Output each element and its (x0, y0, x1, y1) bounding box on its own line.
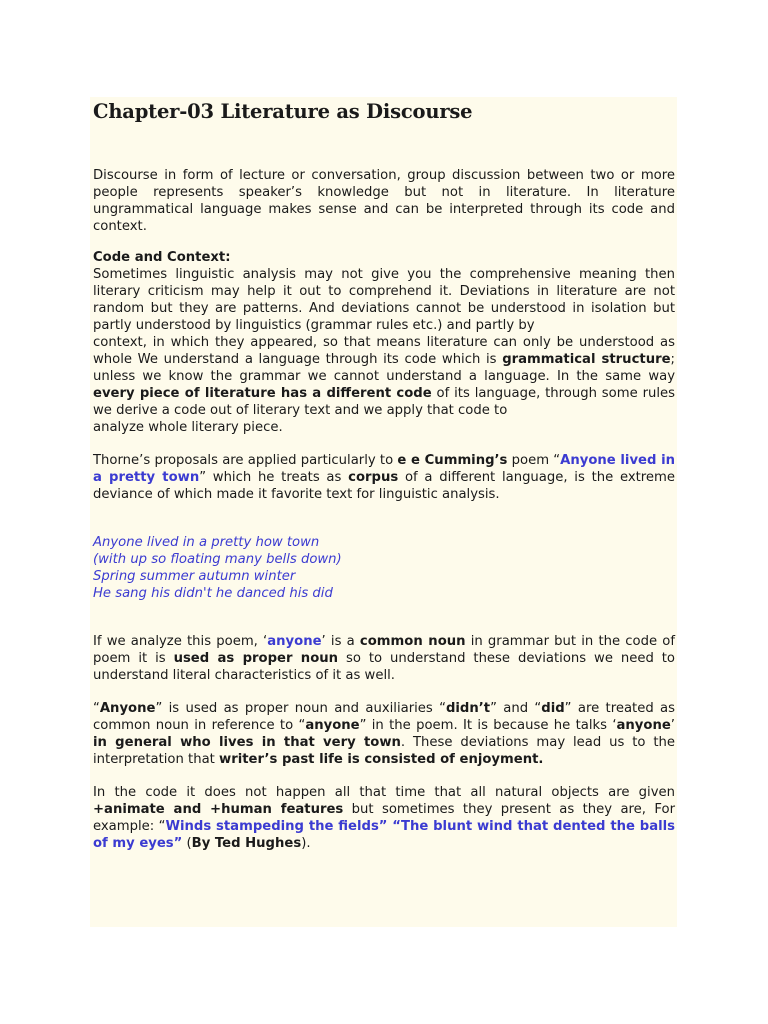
intro-paragraph: Discourse in form of lecture or conversation, group discussion between two or more people represents speaker’s knowledge but not in literature. In literature ungrammatical language makes sense and can be interpreted through its code and context. (93, 168, 675, 234)
analysis-paragraph-3: In the code it does not happen all that time that all natural objects are given +animate and +human features but sometimes they present as they are, For example: “Winds stampeding the fields” “The blunt wind that dented the balls of my eyes” (By Ted Hughes). (93, 785, 675, 851)
document-page (90, 97, 677, 927)
thorne-paragraph: Thorne’s proposals are applied particularly to e e Cumming’s poem “Anyone lived in a pretty town” which he treats as corpus of a different language, is the extreme deviance of which made it favorite text for linguistic analysis. (93, 453, 676, 502)
code-paragraph-2: context, in which they appeared, so that means literature can only be understood as whole We understand a language through its code which is grammatical structure; unless we know the grammar we cannot understand a language. In the same way every piece of literature has a different code of its language, through some rules we derive a code out of literary text and we apply that code to (93, 335, 675, 418)
poem-line: Anyone lived in a pretty how town (93, 535, 320, 550)
poem-line: (with up so floating many bells down) (93, 552, 342, 567)
poem-line: Spring summer autumn winter (93, 569, 296, 584)
poem-excerpt (93, 534, 675, 602)
analysis-paragraph-2: “Anyone” is used as proper noun and auxiliaries “didn’t” and “did” are treated as common noun in reference to “anyone” in the poem. It is because he talks ‘anyone’ in general who lives in that very town. These deviations may lead us to the interpretation that writer’s past life is consisted of enjoyment. (93, 701, 676, 767)
analysis-paragraph-1: If we analyze this poem, ‘anyone’ is a common noun in grammar but in the code of poem it is used as proper noun so to understand these deviations we need to understand literal characteristics of it as well. (93, 634, 676, 683)
poem-line: He sang his didn't he danced his did (93, 586, 333, 601)
code-paragraph-1: Sometimes linguistic analysis may not give you the comprehensive meaning then literary criticism may help it out to comprehend it. Deviations in literature are not random but they are patterns. And deviations cannot be understood in isolation but partly understood by linguistics (grammar rules etc.) and partly by (93, 267, 675, 333)
page-title: Chapter-03 Literature as Discourse (93, 100, 473, 123)
code-paragraph-3: analyze whole literary piece. (93, 420, 283, 435)
code-context-heading: Code and Context: (93, 250, 231, 265)
